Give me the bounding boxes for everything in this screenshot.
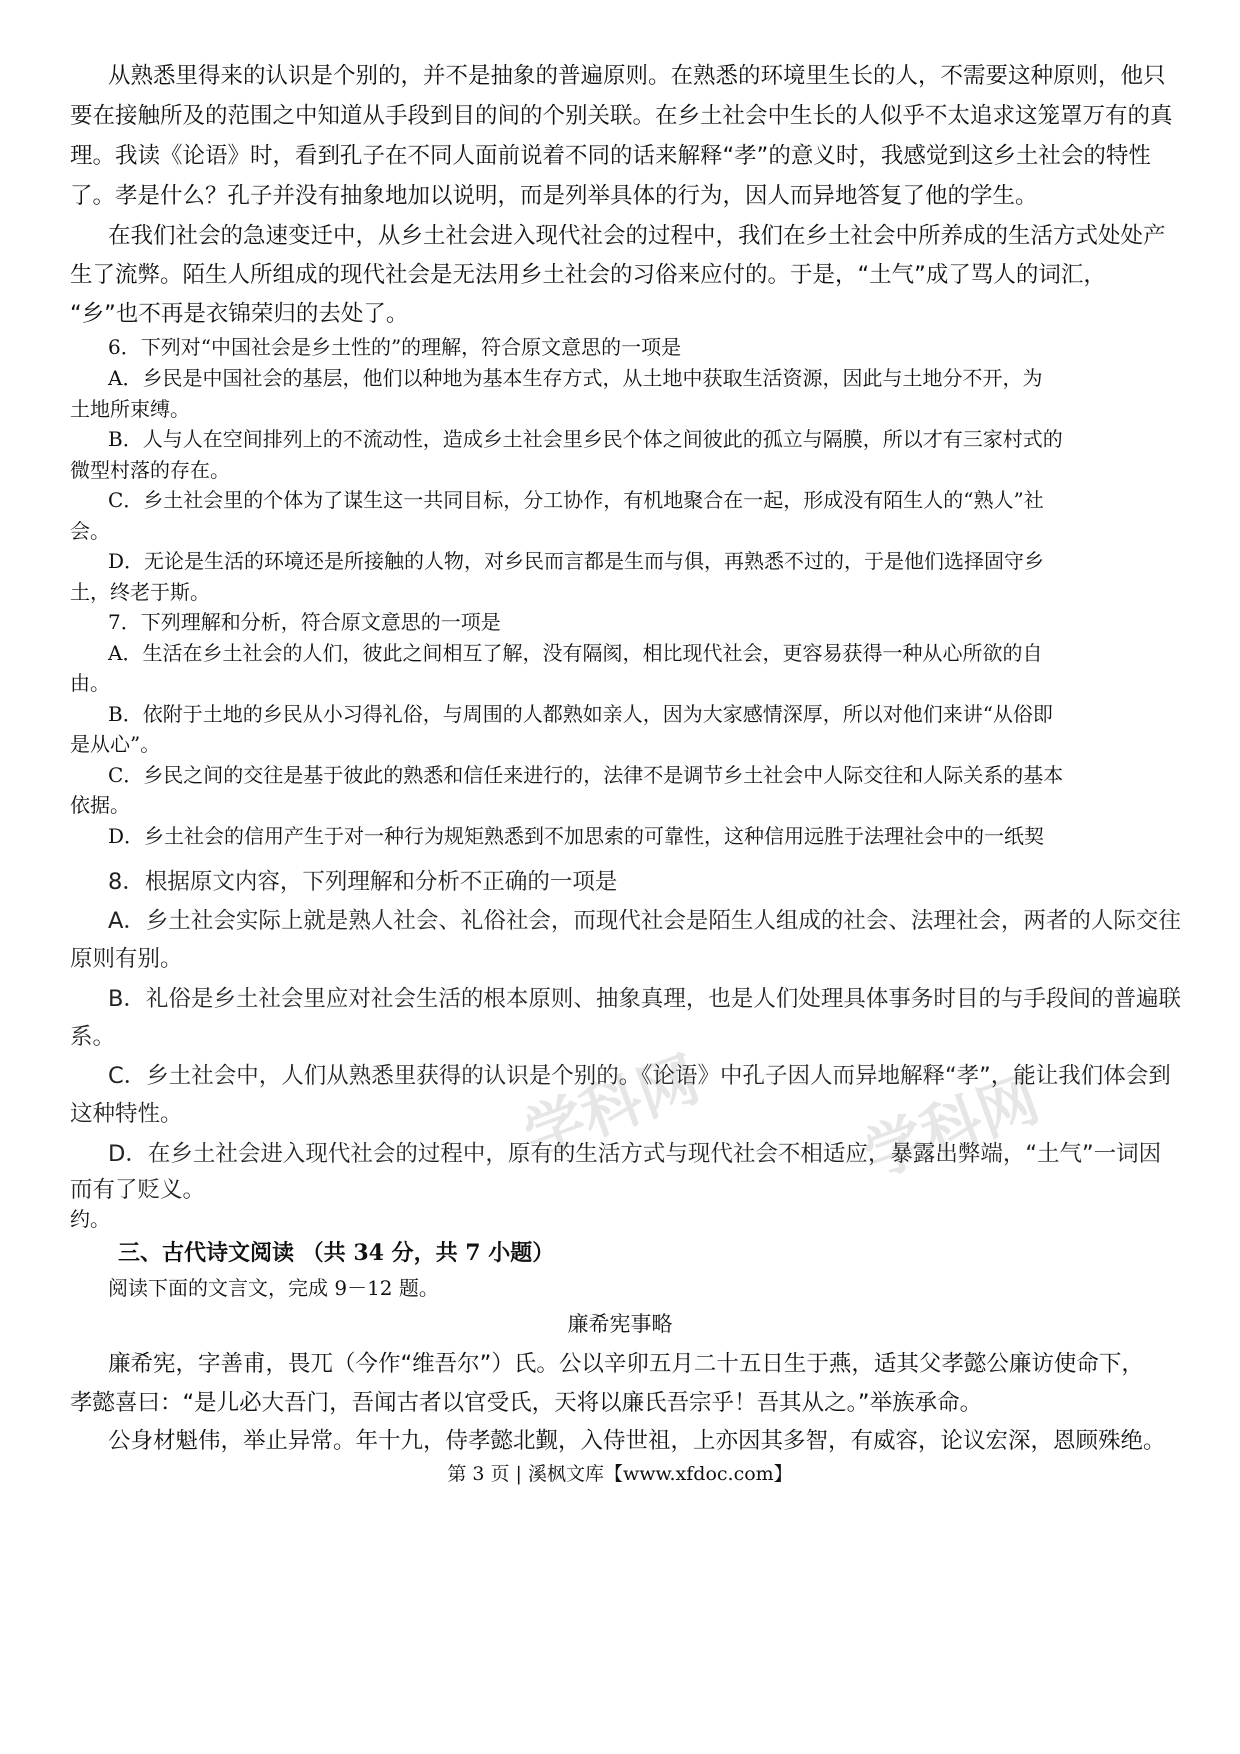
question-7-option-d: D．乡土社会的信用产生于对一种行为规矩熟悉到不加思索的可靠性，这种信用远胜于法理社会中的一纸契	[108, 824, 1045, 848]
body-text-line: 从熟悉里得来的认识是个别的，并不是抽象的普遍原则。在熟悉的环境里生长的人，不需要这种原则，他只	[108, 63, 1166, 89]
question-8-option-a-cont: 原则有别。	[70, 946, 183, 972]
question-6-option-b-cont: 微型村落的存在。	[70, 458, 230, 482]
question-6-option-b: B．人与人在空间排列上的不流动性，造成乡土社会里乡民个体之间彼此的孤立与隔膜，所以才有三家村式的	[108, 427, 1063, 451]
question-7-option-b: B．依附于土地的乡民从小习得礼俗，与周围的人都熟如亲人，因为大家感情深厚，所以对他们来讲“从俗即	[108, 702, 1053, 726]
question-8-option-b: B．礼俗是乡土社会里应对社会生活的根本原则、抽象真理，也是人们处理具体事务时目的与手段间的普遍联	[108, 986, 1181, 1012]
question-6-option-d-cont: 土，终老于斯。	[70, 580, 210, 604]
question-8-option-c: C．乡土社会中，人们从熟悉里获得的认识是个别的。《论语》中孔子因人而异地解释“孝”，能让我们体会到	[108, 1063, 1171, 1089]
body-text-line: 在我们社会的急速变迁中，从乡土社会进入现代社会的过程中，我们在乡土社会中所养成的生活方式处处产	[108, 223, 1166, 249]
question-6-stem: 6．下列对“中国社会是乡土性的”的理解，符合原文意思的一项是	[108, 335, 682, 359]
question-6-option-c: C．乡土社会里的个体为了谋生这一共同目标，分工协作，有机地聚合在一起，形成没有陌生人的“熟人”社	[108, 488, 1044, 512]
body-text-line: 了。孝是什么？孔子并没有抽象地加以说明，而是列举具体的行为，因人而异地答复了他的学生。	[70, 183, 1038, 209]
question-7-option-c-cont: 依据。	[70, 793, 130, 817]
page-footer: 第 3 页 | 溪枫文库【www.xfdoc.com】	[447, 1463, 793, 1485]
passage-line: 廉希宪，字善甫，畏兀（今作“维吾尔”）氏。公以辛卯五月二十五日生于燕，适其父孝懿公廉访使命下，	[108, 1351, 1144, 1377]
section-heading: 三、古代诗文阅读 （共 34 分，共 7 小题）	[118, 1240, 555, 1266]
question-6-option-a: A．乡民是中国社会的基层，他们以种地为基本生存方式，从土地中获取生活资源，因此与土地分不开，为	[108, 366, 1043, 390]
question-7-option-a: A．生活在乡土社会的人们，彼此之间相互了解，没有隔阂，相比现代社会，更容易获得一种从心所欲的自	[108, 641, 1043, 665]
body-text-line: 理。我读《论语》时，看到孔子在不同人面前说着不同的话来解释“孝”的意义时，我感觉到这乡土社会的特性	[70, 143, 1151, 169]
question-8-option-d-cont: 而有了贬义。	[70, 1177, 206, 1203]
watermark-logo: 学科网	[515, 1044, 709, 1172]
question-8-option-d: D．在乡土社会进入现代社会的过程中，原有的生活方式与现代社会不相适应，暴露出弊端，“土气”一词因	[108, 1141, 1162, 1167]
section-instruction: 阅读下面的文言文，完成 9－12 题。	[108, 1276, 439, 1300]
watermark-logo: 学科网	[855, 1064, 1049, 1192]
question-7-option-a-cont: 由。	[70, 671, 110, 695]
question-8-stem: 8．根据原文内容，下列理解和分析不正确的一项是	[108, 869, 618, 895]
question-7-option-b-cont: 是从心”。	[70, 732, 161, 756]
body-text-line: 生了流弊。陌生人所组成的现代社会是无法用乡土社会的习俗来应付的。于是，“土气”成了骂人的词汇，	[70, 262, 1106, 288]
question-6-option-a-cont: 土地所束缚。	[70, 397, 190, 421]
question-7-option-c: C．乡民之间的交往是基于彼此的熟悉和信任来进行的，法律不是调节乡土社会中人际交往和人际关系的基本	[108, 763, 1064, 787]
question-6-option-d: D．无论是生活的环境还是所接触的人物，对乡民而言都是生而与俱，再熟悉不过的，于是他们选择固守乡	[108, 549, 1045, 573]
question-8-option-c-cont: 这种特性。	[70, 1101, 183, 1127]
passage-line: 公身材魁伟，举止异常。年十九，侍孝懿北觐，入侍世祖，上亦因其多智，有威容，论议宏深，恩顾殊绝。	[108, 1428, 1166, 1454]
passage-title: 廉希宪事略	[567, 1312, 673, 1336]
question-7-option-d-cont: 约。	[70, 1207, 110, 1231]
question-8-option-a: A．乡土社会实际上就是熟人社会、礼俗社会，而现代社会是陌生人组成的社会、法理社会，两者的人际交往	[108, 908, 1181, 934]
question-8-option-b-cont: 系。	[70, 1024, 116, 1050]
body-text-line: 要在接触所及的范围之中知道从手段到目的间的个别关联。在乡土社会中生长的人似乎不太追求这笼罩万有的真	[70, 103, 1173, 129]
passage-line: 孝懿喜曰：“是儿必大吾门，吾闻古者以官受氏，天将以廉氏吾宗乎！吾其从之。”举族承命。	[70, 1390, 983, 1416]
question-6-option-c-cont: 会。	[70, 519, 110, 543]
question-7-stem: 7．下列理解和分析，符合原文意思的一项是	[108, 610, 501, 634]
body-text-line: “乡”也不再是衣锦荣归的去处了。	[70, 301, 409, 327]
